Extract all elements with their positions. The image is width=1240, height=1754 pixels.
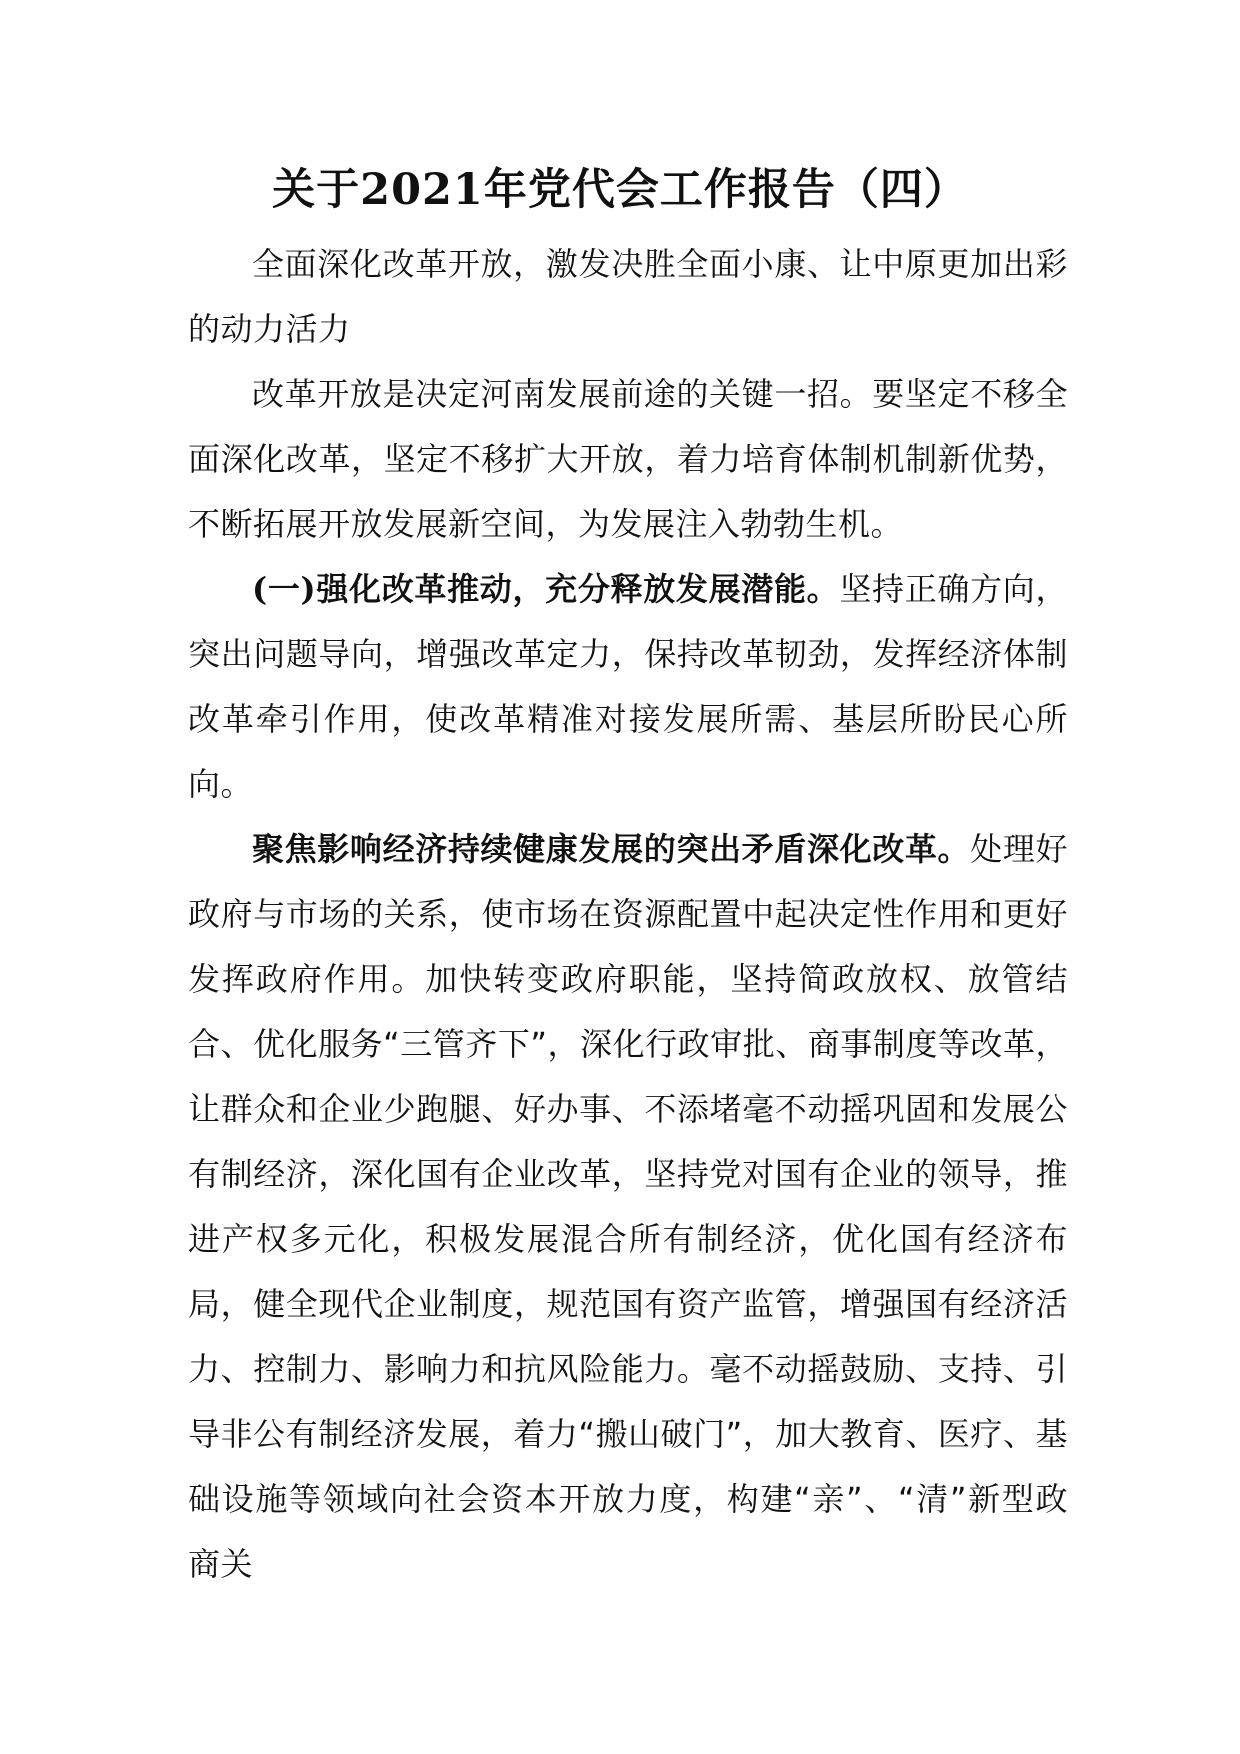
paragraph-text: 处理好政府与市场的关系，使市场在资源配置中起决定性作用和更好发挥政府作用。加快转变政府职能，坚持简政放权、放管结合、优化服务“三管齐下”，深化行政审批、商事制度等改革，让群众和企业少跑腿、好办事、不添堵毫不动摇巩固和发展公有制经济，深化国有企业改革，坚持党对国有企业的领导，推进产权多元化，积极发展混合所有制经济，优化国有经济布局，健全现代企业制度，规范国有资产监管，增强国有经济活力、控制力、影响力和抗风险能力。毫不动摇鼓励、支持、引导非公有制经济发展，着力“搬山破门”，加大教育、医疗、基础设施等领域向社会资本开放力度，构建“亲”、“清”新型政商关 (188, 830, 1068, 1583)
section-number: (一) (252, 570, 317, 608)
paragraph-section-one (188, 557, 1068, 817)
section-lead: 强化改革推动，充分释放发展潜能。 (316, 570, 840, 608)
paragraph-reform-focus (188, 817, 1068, 1597)
paragraph-text: 全面深化改革开放，激发决胜全面小康、让中原更加出彩的动力活力 (188, 245, 1068, 348)
paragraph-text: 改革开放是决定河南发展前途的关键一招。要坚定不移全面深化改革，坚定不移扩大开放，着力培育体制机制新优势，不断拓展开放发展新空间，为发展注入勃勃生机。 (188, 375, 1068, 543)
paragraph-text: 坚持正确方向，突出问题导向，增强改革定力，保持改革韧劲，发挥经济体制改革牵引作用，使改革精准对接发展所需、基层所盼民心所向。 (188, 570, 1068, 803)
paragraph-intro (188, 362, 1068, 557)
paragraph-heading (188, 232, 1068, 362)
document-body (188, 232, 1068, 1597)
document-title: 关于2021年党代会工作报告（四） (272, 165, 968, 215)
paragraph-lead: 聚焦影响经济持续健康发展的突出矛盾深化改革。 (252, 830, 971, 868)
